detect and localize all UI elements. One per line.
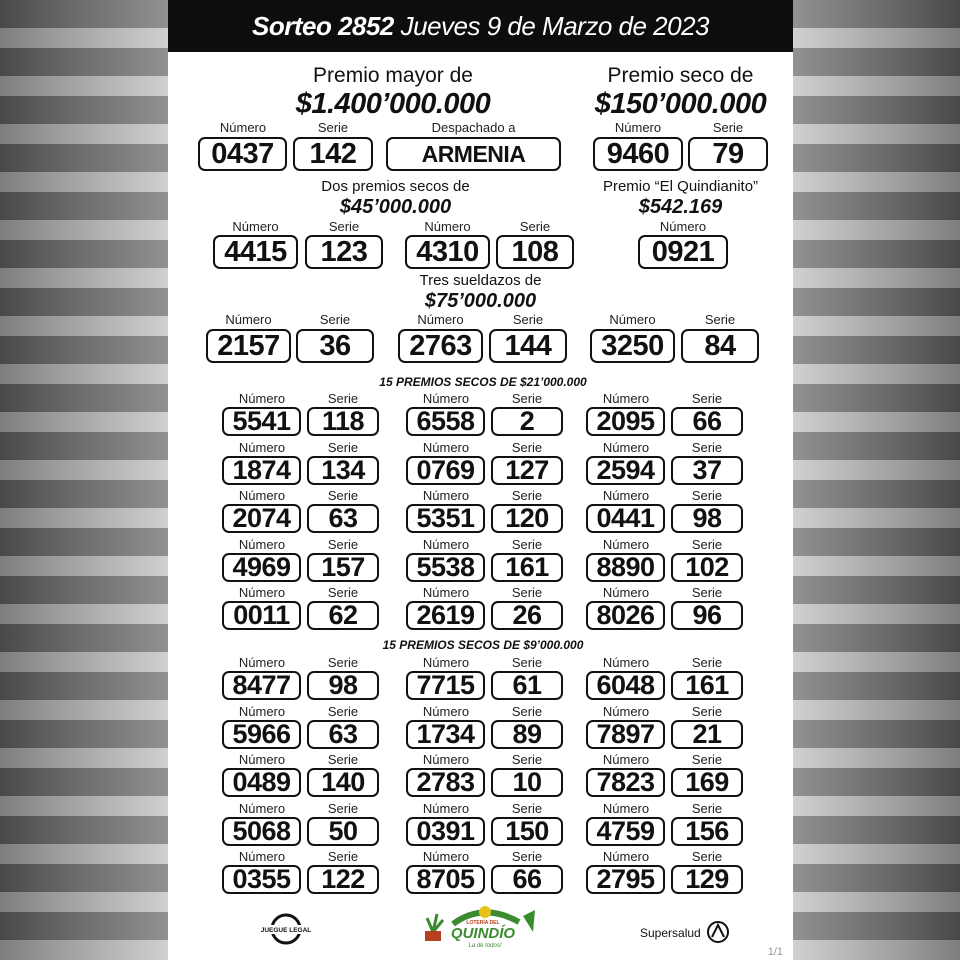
serie-label: Serie (704, 312, 736, 327)
serie-label: Serie (511, 800, 543, 816)
secos-9-numero: 4759 (586, 817, 665, 846)
tres-sueldazos-serie: 84 (681, 329, 759, 363)
secos-9-serie: 140 (307, 768, 379, 797)
secos-21-numero: 8890 (586, 553, 665, 582)
draw-date: Jueves 9 de Marzo de 2023 (400, 11, 709, 41)
results-sheet (168, 0, 793, 960)
serie-label: Serie (327, 488, 359, 503)
serie-label: Serie (511, 585, 543, 600)
quindianito-title: Premio “El Quindianito” (602, 178, 759, 195)
juegue-legal-logo (260, 913, 312, 945)
secos-21-numero: 2095 (586, 407, 665, 436)
secos-21-cell (406, 586, 566, 632)
serie-label: Serie (691, 800, 723, 816)
despachado-label: Despachado a (431, 120, 516, 135)
numero-label: Número (238, 488, 286, 503)
serie-label: Serie (511, 391, 543, 406)
secos-9-serie: 50 (307, 817, 379, 846)
secos-9-serie: 169 (671, 768, 743, 797)
secos-9-cell (586, 705, 746, 751)
secos-21-serie: 98 (671, 504, 743, 533)
serie-label: Serie (327, 655, 359, 670)
serie-label: Serie (317, 120, 349, 135)
serie-label: Serie (327, 849, 359, 864)
numero-label: Número (238, 655, 286, 670)
tres-sueldazos-numero: 2157 (206, 329, 291, 363)
secos-9-serie: 98 (307, 671, 379, 700)
secos-9-serie: 129 (671, 865, 743, 894)
numero-label: Número (602, 703, 650, 719)
secos-9-cell (406, 656, 566, 702)
numero-label: Número (417, 312, 464, 327)
secos-21-numero: 5538 (406, 553, 485, 582)
serie-label: Serie (327, 800, 359, 816)
secos-9-serie: 10 (491, 768, 563, 797)
secos-21-title: 15 PREMIOS SECOS DE $21’000.000 (379, 375, 587, 389)
secos-9-numero: 2783 (406, 768, 485, 797)
numero-label: Número (602, 752, 650, 767)
numero-label: Número (219, 120, 267, 135)
secos-9-serie: 156 (671, 817, 743, 846)
dos-premios-serie: 123 (305, 235, 383, 269)
secos-21-numero: 5541 (222, 407, 301, 436)
secos-21-cell (406, 538, 566, 584)
tres-sueldazos-serie: 144 (489, 329, 567, 363)
secos-21-cell (222, 441, 382, 487)
secos-9-serie: 150 (491, 817, 563, 846)
secos-21-numero: 0441 (586, 504, 665, 533)
numero-label: Número (238, 800, 286, 816)
svg-text:La de todos!: La de todos! (468, 943, 502, 949)
numero-label: Número (602, 536, 650, 552)
numero-label: Número (422, 800, 470, 816)
premio-mayor-despachado: ARMENIA (386, 137, 561, 171)
secos-9-numero: 7823 (586, 768, 665, 797)
numero-label: Número (602, 849, 650, 864)
svg-text:LOTERÍA DEL: LOTERÍA DEL (466, 920, 500, 926)
secos-9-title: 15 PREMIOS SECOS DE $9’000.000 (382, 638, 584, 652)
secos-9-numero: 0489 (222, 768, 301, 797)
secos-21-numero: 2074 (222, 504, 301, 533)
quindianito-amount: $542.169 (638, 196, 723, 218)
numero-label: Número (659, 219, 707, 234)
secos-21-cell (586, 489, 746, 535)
serie-label: Serie (511, 849, 543, 864)
numero-label: Número (422, 849, 470, 864)
numero-label: Número (602, 391, 650, 406)
secos-9-numero: 1734 (406, 720, 485, 749)
supersalud-text: Supersalud (640, 926, 701, 940)
secos-9-serie: 122 (307, 865, 379, 894)
secos-21-cell (586, 538, 746, 584)
secos-21-cell (586, 392, 746, 438)
secos-9-serie: 21 (671, 720, 743, 749)
secos-9-cell (586, 656, 746, 702)
numero-label: Número (614, 120, 662, 135)
serie-label: Serie (327, 752, 359, 767)
serie-label: Serie (319, 312, 351, 327)
secos-9-cell (406, 850, 566, 896)
secos-9-serie: 61 (491, 671, 563, 700)
serie-label: Serie (511, 752, 543, 767)
serie-label: Serie (512, 312, 544, 327)
secos-21-numero: 2594 (586, 456, 665, 485)
numero-label: Número (232, 219, 279, 234)
secos-21-serie: 118 (307, 407, 379, 436)
serie-label: Serie (691, 849, 723, 864)
serie-label: Serie (327, 536, 359, 552)
draw-header (168, 0, 793, 52)
serie-label: Serie (511, 703, 543, 719)
serie-label: Serie (691, 488, 723, 503)
blurred-background-right (793, 0, 960, 960)
secos-21-cell (406, 441, 566, 487)
dos-premios-serie: 108 (496, 235, 574, 269)
premio-seco-section (578, 64, 783, 120)
dos-premios-numero: 4310 (405, 235, 490, 269)
quindianito-section (578, 178, 783, 218)
secos-9-numero: 0391 (406, 817, 485, 846)
dos-premios-title: Dos premios secos de (321, 178, 470, 195)
numero-label: Número (238, 585, 286, 600)
secos-9-serie: 89 (491, 720, 563, 749)
premio-mayor-title: Premio mayor de (313, 64, 473, 87)
numero-label: Número (238, 703, 286, 719)
secos-21-numero: 1874 (222, 456, 301, 485)
numero-label: Número (602, 488, 650, 503)
secos-9-numero: 8705 (406, 865, 485, 894)
svg-text:JUEGUE LEGAL: JUEGUE LEGAL (260, 927, 312, 934)
secos-21-serie: 102 (671, 553, 743, 582)
supersalud-icon (706, 920, 730, 944)
secos-9-numero: 7715 (406, 671, 485, 700)
secos-21-cell (586, 586, 746, 632)
secos-9-cell (222, 656, 382, 702)
page-indicator: 1/1 (767, 946, 783, 958)
secos-9-cell (222, 705, 382, 751)
numero-label: Número (424, 219, 471, 234)
numero-label: Número (602, 800, 650, 816)
premio-seco-amount: $150’000.000 (594, 88, 767, 120)
secos-21-cell (406, 392, 566, 438)
serie-label: Serie (511, 536, 543, 552)
secos-9-numero: 5966 (222, 720, 301, 749)
numero-label: Número (422, 439, 470, 455)
premio-mayor-amount: $1.400’000.000 (295, 88, 491, 120)
secos-9-cell (586, 802, 746, 848)
svg-text:QUINDÍO: QUINDÍO (450, 925, 516, 942)
secos-9-serie: 161 (671, 671, 743, 700)
secos-9-numero: 6048 (586, 671, 665, 700)
tres-sueldazos-amount: $75’000.000 (424, 290, 537, 312)
secos-21-numero: 8026 (586, 601, 665, 630)
secos-21-cell (586, 441, 746, 487)
tres-sueldazos-numero: 2763 (398, 329, 483, 363)
numero-label: Número (238, 391, 286, 406)
numero-label: Número (422, 488, 470, 503)
numero-label: Número (225, 312, 272, 327)
serie-label: Serie (691, 585, 723, 600)
secos-21-cell (222, 392, 382, 438)
numero-label: Número (422, 752, 470, 767)
numero-label: Número (422, 585, 470, 600)
premio-mayor-numero: 0437 (198, 137, 287, 171)
secos-9-numero: 0355 (222, 865, 301, 894)
quindianito-numero: 0921 (638, 235, 728, 269)
secos-21-serie: 37 (671, 456, 743, 485)
premio-seco-numero: 9460 (593, 137, 683, 171)
numero-label: Número (422, 703, 470, 719)
secos-9-numero: 7897 (586, 720, 665, 749)
secos-9-numero: 8477 (222, 671, 301, 700)
premio-seco-serie: 79 (688, 137, 768, 171)
secos-9-serie: 63 (307, 720, 379, 749)
numero-label: Número (238, 439, 286, 455)
serie-label: Serie (327, 391, 359, 406)
secos-21-numero: 0769 (406, 456, 485, 485)
numero-label: Número (602, 655, 650, 670)
blurred-background-left (0, 0, 168, 960)
secos-9-cell (406, 802, 566, 848)
numero-label: Número (602, 439, 650, 455)
draw-number: Sorteo 2852 (251, 11, 394, 41)
secos-9-numero: 5068 (222, 817, 301, 846)
secos-9-numero: 2795 (586, 865, 665, 894)
secos-21-numero: 5351 (406, 504, 485, 533)
numero-label: Número (238, 536, 286, 552)
secos-21-numero: 0011 (222, 601, 301, 630)
premio-mayor-serie: 142 (293, 137, 373, 171)
numero-label: Número (422, 536, 470, 552)
secos-21-numero: 4969 (222, 553, 301, 582)
secos-21-serie: 26 (491, 601, 563, 630)
secos-21-serie: 161 (491, 553, 563, 582)
serie-label: Serie (511, 655, 543, 670)
premio-mayor-section (228, 64, 558, 120)
serie-label: Serie (691, 703, 723, 719)
loteria-quindio-logo (423, 904, 543, 950)
secos-21-cell (222, 538, 382, 584)
secos-9-serie: 66 (491, 865, 563, 894)
secos-21-serie: 62 (307, 601, 379, 630)
serie-label: Serie (691, 536, 723, 552)
secos-21-serie: 134 (307, 456, 379, 485)
numero-label: Número (238, 752, 286, 767)
secos-21-serie: 2 (491, 407, 563, 436)
secos-9-cell (406, 753, 566, 799)
numero-label: Número (609, 312, 656, 327)
numero-label: Número (238, 849, 286, 864)
serie-label: Serie (327, 703, 359, 719)
tres-sueldazos-title: Tres sueldazos de (419, 272, 542, 289)
serie-label: Serie (691, 655, 723, 670)
dos-premios-amount: $45’000.000 (339, 196, 452, 218)
serie-label: Serie (691, 391, 723, 406)
serie-label: Serie (511, 488, 543, 503)
secos-21-serie: 120 (491, 504, 563, 533)
secos-9-cell (586, 850, 746, 896)
tres-sueldazos-section (363, 272, 598, 312)
secos-9-cell (222, 850, 382, 896)
secos-21-serie: 157 (307, 553, 379, 582)
serie-label: Serie (511, 439, 543, 455)
serie-label: Serie (327, 585, 359, 600)
premio-seco-title: Premio seco de (607, 64, 754, 87)
secos-21-serie: 96 (671, 601, 743, 630)
secos-9-cell (222, 802, 382, 848)
serie-label: Serie (327, 439, 359, 455)
numero-label: Número (422, 655, 470, 670)
secos-21-serie: 127 (491, 456, 563, 485)
tres-sueldazos-numero: 3250 (590, 329, 675, 363)
dos-premios-section (278, 178, 513, 218)
serie-label: Serie (712, 120, 744, 135)
secos-21-serie: 63 (307, 504, 379, 533)
numero-label: Número (602, 585, 650, 600)
secos-9-cell (406, 705, 566, 751)
secos-21-numero: 2619 (406, 601, 485, 630)
supersalud-logo (638, 920, 738, 944)
serie-label: Serie (691, 439, 723, 455)
secos-21-numero: 6558 (406, 407, 485, 436)
numero-label: Número (422, 391, 470, 406)
secos-9-cell (586, 753, 746, 799)
serie-label: Serie (328, 219, 360, 234)
secos-21-cell (222, 586, 382, 632)
secos-9-cell (222, 753, 382, 799)
secos-21-cell (406, 489, 566, 535)
serie-label: Serie (691, 752, 723, 767)
secos-21-serie: 66 (671, 407, 743, 436)
tres-sueldazos-serie: 36 (296, 329, 374, 363)
dos-premios-numero: 4415 (213, 235, 298, 269)
serie-label: Serie (519, 219, 551, 234)
secos-21-cell (222, 489, 382, 535)
